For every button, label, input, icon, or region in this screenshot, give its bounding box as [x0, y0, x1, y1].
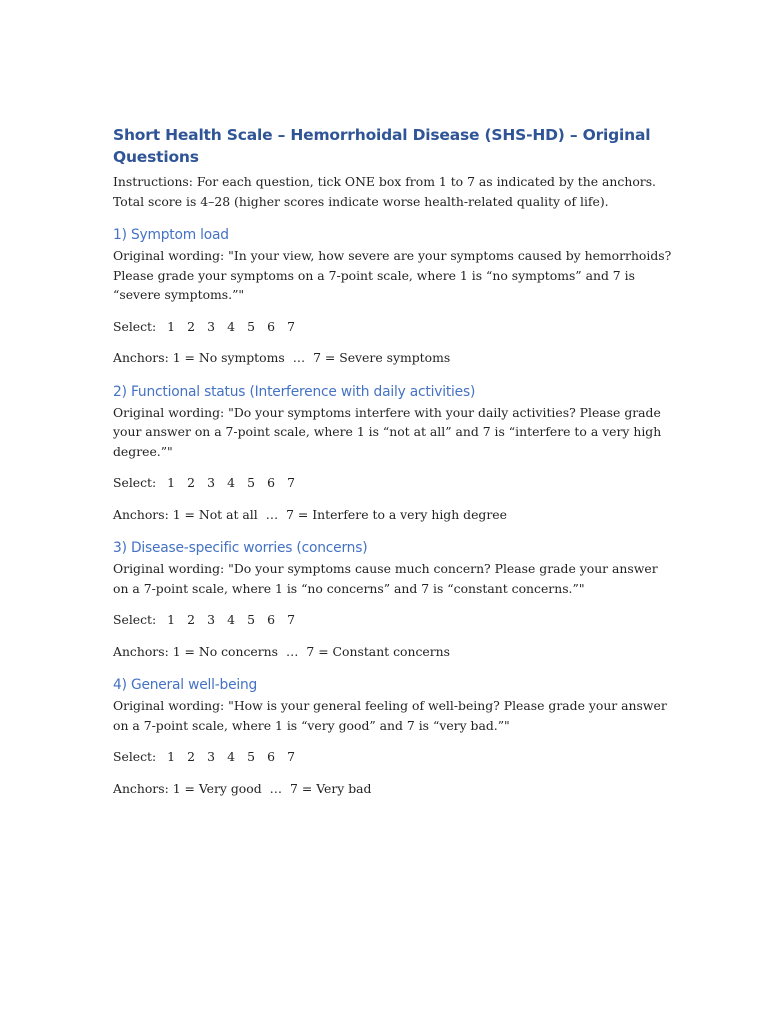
option-1[interactable]: 1 [167, 318, 175, 334]
anchors-label: Anchors: [113, 506, 169, 522]
option-1[interactable]: 1 [167, 749, 175, 764]
document-content [113, 124, 673, 798]
anchor-high: 7 = Very bad [290, 780, 372, 796]
anchor-low: 1 = No symptoms [172, 350, 285, 365]
option-7[interactable]: 7 [287, 318, 295, 334]
question-1-heading: 1) Symptom load [113, 227, 229, 243]
question-4-select-row [113, 747, 673, 767]
option-3[interactable]: 3 [207, 318, 215, 334]
option-5[interactable]: 5 [247, 475, 255, 490]
anchor-high: 7 = Severe symptoms [313, 350, 451, 365]
option-4[interactable]: 4 [227, 318, 235, 334]
anchor-ellipsis: … [286, 643, 299, 659]
option-7[interactable]: 7 [287, 475, 295, 490]
question-4-anchors [113, 779, 673, 799]
anchor-ellipsis: … [265, 506, 279, 522]
anchors-label: Anchors: [113, 350, 169, 365]
option-2[interactable]: 2 [187, 749, 195, 764]
option-2[interactable]: 2 [187, 475, 195, 490]
question-3 [113, 538, 673, 661]
select-label: Select: [113, 318, 157, 334]
question-2-anchors [113, 505, 673, 525]
question-2-wording: Original wording: "Do your symptoms interfere with your daily activities? Please grade your answer on a 7-point scale, where 1 is “not at all” and 7 is “interfere to a very high degree.”" [113, 404, 662, 459]
question-1-select-row [113, 317, 673, 337]
question-4-heading: 4) General well-being [113, 677, 258, 693]
anchor-high: 7 = Constant concerns [306, 643, 451, 659]
option-2[interactable]: 2 [187, 318, 195, 334]
option-5[interactable]: 5 [247, 749, 255, 764]
anchor-ellipsis: … [292, 350, 306, 365]
option-7[interactable]: 7 [287, 612, 295, 627]
anchor-ellipsis: … [269, 780, 283, 796]
question-4 [113, 675, 673, 798]
option-6[interactable]: 6 [267, 475, 275, 490]
select-label: Select: [113, 475, 157, 490]
question-2-heading: 2) Functional status (Interference with daily activities) [113, 383, 476, 400]
anchor-low: 1 = Not at all [172, 506, 258, 522]
option-1[interactable]: 1 [167, 612, 175, 627]
option-3[interactable]: 3 [207, 475, 215, 490]
select-label: Select: [113, 612, 157, 627]
anchor-high: 7 = Interfere to a very high degree [286, 506, 507, 522]
question-4-wording: Original wording: "How is your general feeling of well-being? Please grade your answer on a 7-point scale, where 1 is “very good” and 7 is “very bad.”" [113, 698, 667, 733]
option-7[interactable]: 7 [287, 749, 295, 764]
select-label: Select: [113, 749, 157, 764]
question-1 [113, 225, 673, 368]
option-4[interactable]: 4 [227, 475, 235, 490]
option-6[interactable]: 6 [267, 318, 275, 334]
anchor-low: 1 = Very good [172, 780, 262, 796]
option-5[interactable]: 5 [247, 612, 255, 627]
question-3-heading: 3) Disease-specific worries (concerns) [113, 540, 368, 556]
option-6[interactable]: 6 [267, 612, 275, 627]
anchors-label: Anchors: [113, 643, 169, 659]
option-3[interactable]: 3 [207, 612, 215, 627]
option-4[interactable]: 4 [227, 612, 235, 627]
question-2 [113, 382, 673, 525]
option-6[interactable]: 6 [267, 749, 275, 764]
instructions-text: Instructions: For each question, tick ONE box from 1 to 7 as indicated by the anchors. Total score is 4–28 (higher scores indicate worse health-related quality of life). [113, 174, 656, 209]
anchor-low: 1 = No concerns [172, 643, 279, 659]
question-1-anchors [113, 348, 673, 368]
option-2[interactable]: 2 [187, 612, 195, 627]
question-3-select-row [113, 610, 673, 630]
option-3[interactable]: 3 [207, 749, 215, 764]
option-1[interactable]: 1 [167, 475, 175, 490]
question-1-wording: Original wording: "In your view, how severe are your symptoms caused by hemorrhoids? Please grade your symptoms on a 7-point scale, where 1 is “no symptoms” and 7 is “severe symptoms.”" [113, 248, 672, 302]
question-3-wording: Original wording: "Do your symptoms cause much concern? Please grade your answer on a 7-point scale, where 1 is “no concerns” and 7 is “constant concerns.”" [113, 561, 658, 596]
question-2-select-row [113, 473, 673, 493]
anchors-label: Anchors: [113, 780, 169, 796]
question-3-anchors [113, 642, 673, 662]
document-title: Short Health Scale – Hemorrhoidal Disease (SHS-HD) – Original Questions [113, 126, 651, 166]
option-5[interactable]: 5 [247, 318, 255, 334]
option-4[interactable]: 4 [227, 749, 235, 764]
